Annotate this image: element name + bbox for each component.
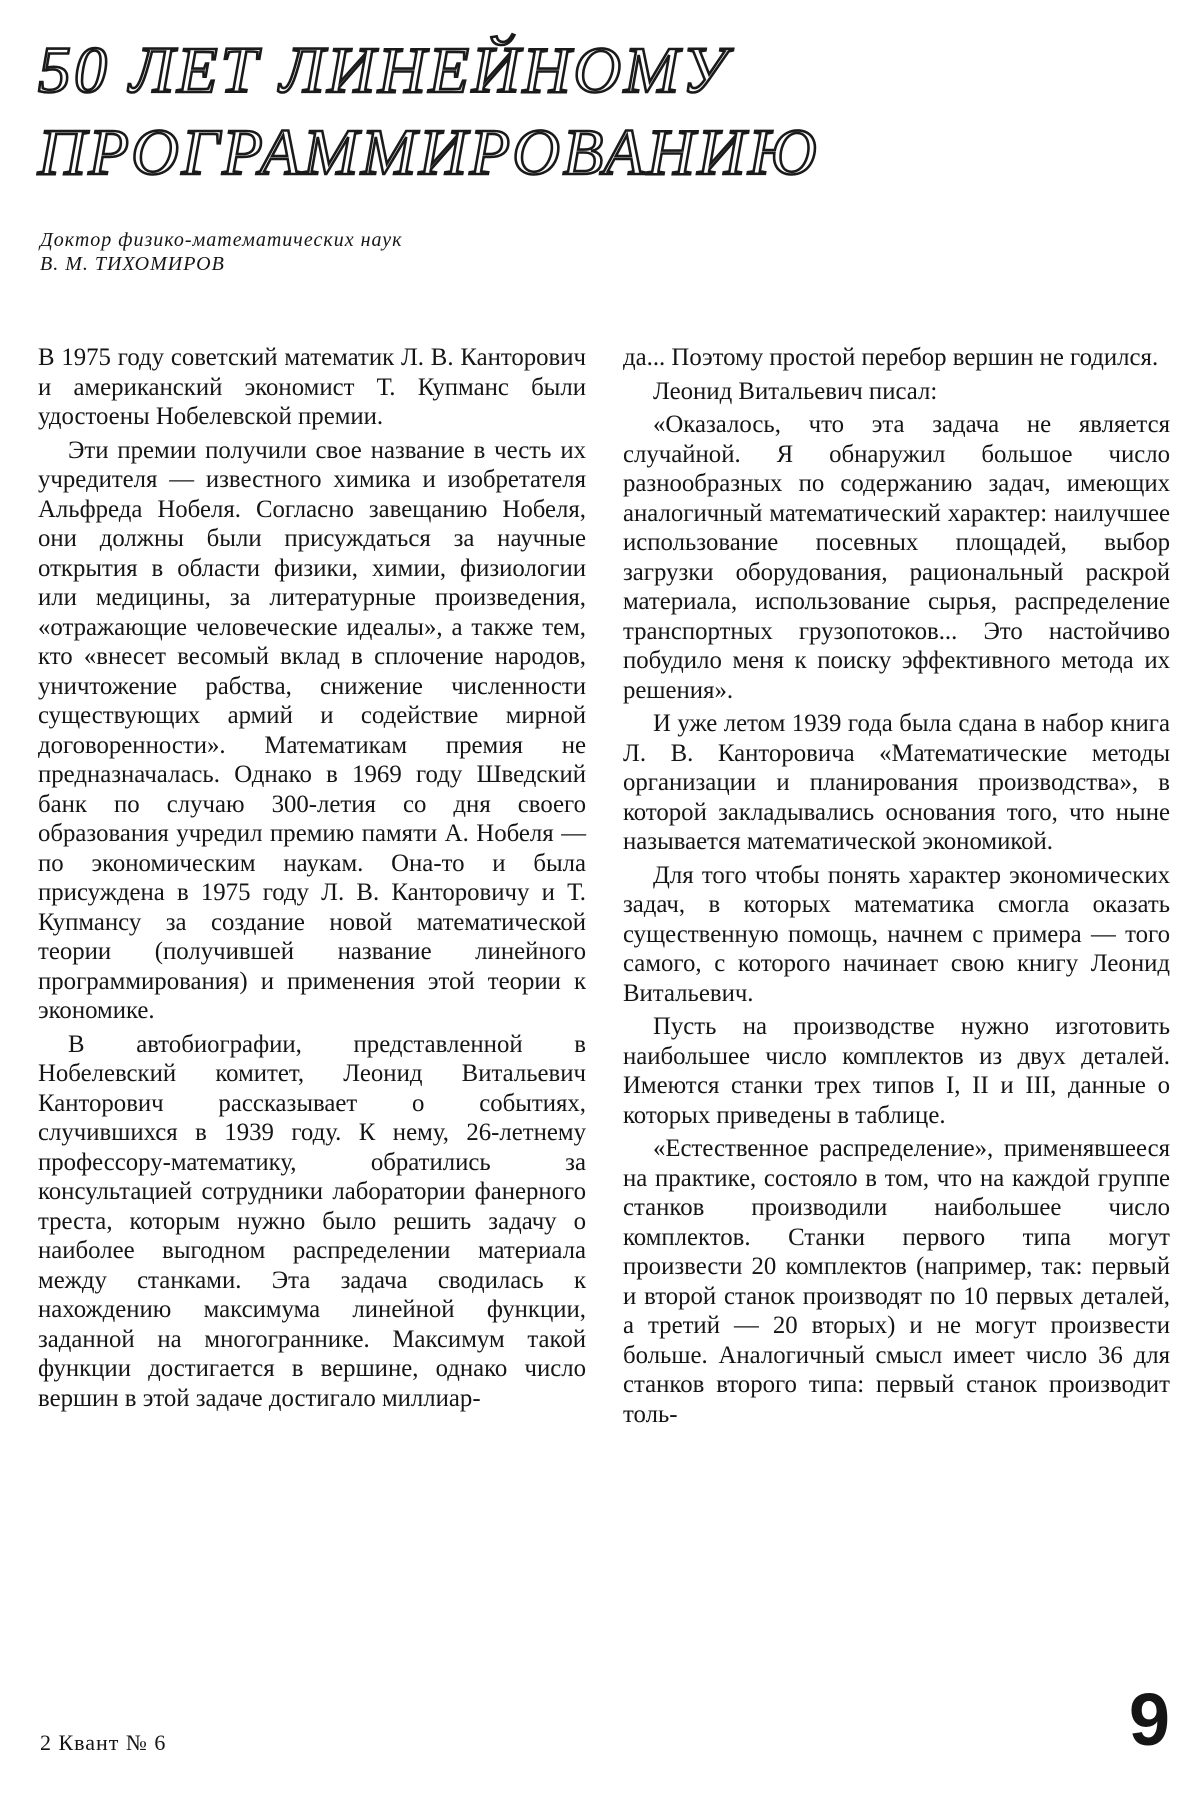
page-number: 9: [1128, 1678, 1170, 1761]
paragraph: И уже летом 1939 года была сдана в набор книга Л. В. Канторовича «Математические методы организации и планирования производства», в которой закладывались основания того, что ныне называется математической экономикой.: [623, 710, 1170, 855]
article-title-line-1: 50 ЛЕТ ЛИНЕЙНОМУ: [38, 34, 730, 107]
text-column-right: [623, 343, 1170, 1433]
author-degree: Доктор физико-математических наук: [40, 229, 403, 251]
paragraph: да... Поэтому простой перебор вершин не годился.: [623, 344, 1159, 371]
paragraph: В 1975 году советский математик Л. В. Канторович и американский экономист Т. Купманс были удостоены Нобелевской премии.: [38, 344, 586, 430]
article-title: [38, 30, 1158, 194]
paragraph: «Естественное распределение», применявшееся на практике, состояло в том, что на каждой группе станков производили наибольшее число комплектов. Станки первого типа могут произвести 20 комплектов (например, так: первый и второй станок производят по 10 первых деталей, а третий — 20 вторых) и не могут произвести больше. Аналогичный смысл имеет число 36 для станков второго типа: первый станок производит толь-: [623, 1135, 1170, 1428]
author-byline: [40, 228, 402, 276]
article-title-line-2: ПРОГРАММИРОВАНИЮ: [38, 116, 820, 189]
paragraph: В автобиографии, представленной в Нобелевский комитет, Леонид Витальевич Канторович рассказывает о событиях, случившихся в 1939 году. К нему, 26-летнему профессору-математику, обратились за консультацией сотрудники лаборатории фанерного треста, которым нужно было решить задачу о наиболее выгодном распределении материала между станками. Эта задача сводилась к нахождению максимума линейной функции, заданной на многограннике. Максимум такой функции достигается в вершине, однако число вершин в этой задаче достигало миллиар-: [38, 1030, 586, 1412]
paragraph: Эти премии получили свое название в честь их учредителя — известного химика и изобретателя Альфреда Нобеля. Согласно завещанию Нобеля, они должны были присуждаться за научные открытия в области физики, химии, физиологии или медицины, за литературные произведения, «отражающие человеческие идеалы», а также тем, кто «внесет весомый вклад в сплочение народов, уничтожение рабства, снижение численности существующих армий и содействие мирной договоренности». Математикам премия не предназначалась. Однако в 1969 году Шведский банк по случаю 300-летия со дня своего образования учредил премию памяти А. Нобеля — по экономическим наукам. Она-то и была присуждена в 1975 году Л. В. Канторовичу и Т. Купмансу за создание новой математической теории (получившей название линейного программирования) и применения этой теории к экономике.: [38, 436, 586, 1024]
author-name: В. М. ТИХОМИРОВ: [40, 253, 225, 275]
paragraph: Пусть на производстве нужно изготовить наибольшее число комплектов из двух деталей. Имеются станки трех типов I, II и III, данные о которых приведены в таблице.: [623, 1013, 1170, 1129]
paragraph: «Оказалось, что эта задача не является случайной. Я обнаружил большое число разнообразных по содержанию задач, имеющих аналогичный математический характер: наилучшее использование посевных площадей, выбор загрузки оборудования, рациональный раскрой материала, использование сырья, распределение транспортных грузопотоков... Это настойчиво побудило меня к поиску эффективного метода их решения».: [623, 411, 1170, 704]
text-column-left: [38, 343, 586, 1417]
print-signature: 2 Квант № 6: [40, 1730, 167, 1755]
paragraph: Для того чтобы понять характер экономических задач, в которых математика смогла оказать существенную помощь, начнем с примера — того самого, с которого начинает свою книгу Леонид Витальевич.: [623, 861, 1170, 1007]
paragraph: Леонид Витальевич писал:: [653, 377, 938, 405]
